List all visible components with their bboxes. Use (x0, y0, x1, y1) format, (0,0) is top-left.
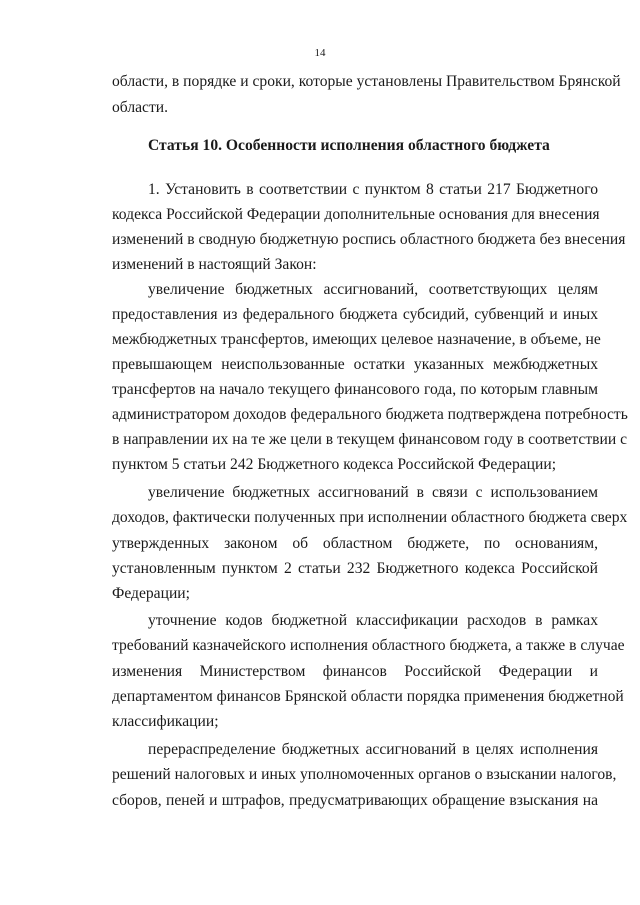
paragraph-line: требований казначейского исполнения областного бюджета, а также в случае (112, 637, 625, 654)
paragraph-line: утвержденных законом об областном бюджете, по основаниям, (112, 535, 598, 552)
paragraph-line: в направлении их на те же цели в текущем финансовом году в соответствии с (112, 431, 628, 448)
paragraph-line: установленным пунктом 2 статьи 232 Бюджетного кодекса Российской (112, 560, 598, 577)
paragraph-line: администратором доходов федерального бюджета подтверждена потребность (112, 406, 628, 423)
paragraph-line: Федерации; (112, 585, 190, 602)
paragraph-line: увеличение бюджетных ассигнований в связи с использованием (148, 484, 598, 501)
paragraph-line: доходов, фактически полученных при исполнении областного бюджета сверх (112, 509, 628, 526)
paragraph-line: предоставления из федерального бюджета субсидий, субвенций и иных (112, 306, 598, 323)
paragraph-line: департаментом финансов Брянской области порядка применения бюджетной (112, 688, 624, 705)
paragraph-line: изменений в сводную бюджетную роспись областного бюджета без внесения (112, 231, 626, 248)
paragraph-line: трансфертов на начало текущего финансового года, по которым главным (112, 381, 598, 398)
article-heading: Статья 10. Особенности исполнения областного бюджета (148, 137, 550, 154)
paragraph-line: 1. Установить в соответствии с пунктом 8 статьи 217 Бюджетного (148, 181, 598, 198)
paragraph-line: кодекса Российской Федерации дополнительные основания для внесения (112, 206, 600, 223)
intro-line: области, в порядке и сроки, которые установлены Правительством Брянской (112, 73, 621, 90)
paragraph-line: пунктом 5 статьи 242 Бюджетного кодекса Российской Федерации; (112, 456, 557, 473)
page-number: 14 (314, 47, 326, 59)
paragraph-line: перераспределение бюджетных ассигнований в целях исполнения (148, 741, 598, 758)
paragraph-line: сборов, пеней и штрафов, предусматривающих обращение взыскания на (112, 792, 598, 809)
paragraph-line: классификации; (112, 713, 219, 730)
intro-line: области. (112, 99, 169, 116)
paragraph-line: уточнение кодов бюджетной классификации расходов в рамках (148, 612, 598, 629)
paragraph-line: увеличение бюджетных ассигнований, соответствующих целям (148, 281, 598, 298)
paragraph-line: превышающем неиспользованные остатки указанных межбюджетных (112, 356, 598, 373)
paragraph-line: изменений в настоящий Закон: (112, 256, 317, 273)
paragraph-line: решений налоговых и иных уполномоченных органов о взыскании налогов, (112, 766, 617, 783)
paragraph-line: межбюджетных трансфертов, имеющих целевое назначение, в объеме, не (112, 331, 601, 348)
paragraph-line: изменения Министерством финансов Российской Федерации и (112, 663, 598, 680)
